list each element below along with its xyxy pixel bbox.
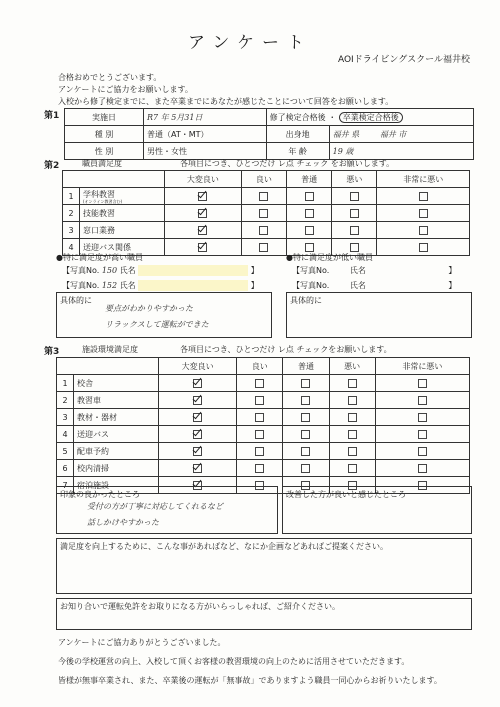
rating-checkbox[interactable] <box>418 447 427 456</box>
row-number: 4 <box>57 426 74 443</box>
low-staff-row <box>292 265 456 276</box>
rating-checkbox[interactable] <box>418 396 427 405</box>
improve-points-box[interactable] <box>282 486 472 534</box>
low-staff-title: ●特に満足度が低い職員 <box>286 253 373 262</box>
rating-checkbox[interactable] <box>255 430 264 439</box>
school-name: AOIドライビングスクール福井校 <box>337 55 470 65</box>
rating-column-header: 良い <box>237 358 283 375</box>
row-number: 6 <box>57 460 74 477</box>
table-row <box>57 426 470 443</box>
rating-column-header: 大変良い <box>159 358 237 375</box>
rating-checkbox[interactable] <box>259 243 268 252</box>
rating-checkbox[interactable] <box>198 243 207 252</box>
facility-heading: 施設環境満足度 <box>82 345 138 354</box>
origin-label: 出身地 <box>266 126 329 143</box>
sex-value[interactable]: 男性・女性 <box>144 143 267 160</box>
row-number: 7 <box>57 477 74 494</box>
suggestion-box[interactable] <box>56 538 472 594</box>
rating-checkbox[interactable] <box>301 430 310 439</box>
name-label: 氏名 <box>119 281 136 290</box>
reason-text: リラックスして運転ができた <box>105 320 209 329</box>
rating-checkbox[interactable] <box>198 209 207 218</box>
row-label: 配車予約 <box>77 446 109 456</box>
rating-checkbox[interactable] <box>348 464 357 473</box>
footer-wish: 皆様が無事卒業され、また、卒業後の運転が「無事故」でありますよう職員一同心からお祈りいたします。 <box>58 676 442 685</box>
age-label: 年 齢 <box>266 143 329 160</box>
rating-checkbox[interactable] <box>301 447 310 456</box>
row-label: 校舎 <box>77 378 93 388</box>
name-label: 氏名 <box>349 266 366 275</box>
rating-checkbox[interactable] <box>193 447 202 456</box>
rating-checkbox[interactable] <box>350 192 359 201</box>
bracket-close: 】 <box>448 266 457 275</box>
pref-value[interactable]: 福井 県 <box>332 129 360 139</box>
rating-checkbox[interactable] <box>419 209 428 218</box>
type-label: 種 別 <box>65 126 144 143</box>
table-row <box>57 375 470 392</box>
rating-checkbox[interactable] <box>305 192 314 201</box>
photo-label: 【写真No. <box>62 281 100 290</box>
row-label: 送迎バス <box>77 429 109 439</box>
row-number: 2 <box>57 392 74 409</box>
bracket-close: 】 <box>448 281 457 290</box>
high-staff-row <box>62 280 259 291</box>
rating-checkbox[interactable] <box>348 379 357 388</box>
basic-info-table <box>64 108 474 160</box>
section-1-number: 第1 <box>44 111 60 121</box>
intro-line: 合格おめでとうございます。 <box>58 73 162 82</box>
rating-checkbox[interactable] <box>255 413 264 422</box>
page-title: アンケート <box>188 33 312 53</box>
rating-checkbox[interactable] <box>350 209 359 218</box>
rating-checkbox[interactable] <box>348 413 357 422</box>
table-row <box>57 460 470 477</box>
rating-checkbox[interactable] <box>301 464 310 473</box>
rating-checkbox[interactable] <box>419 192 428 201</box>
photo-label: 【写真No. <box>292 281 330 290</box>
rating-checkbox[interactable] <box>418 464 427 473</box>
rating-checkbox[interactable] <box>350 226 359 235</box>
rating-checkbox[interactable] <box>301 396 310 405</box>
photo-label: 【写真No. <box>292 266 330 275</box>
row-number: 5 <box>57 443 74 460</box>
row-number: 1 <box>63 188 80 205</box>
rating-column-header: 非常に悪い <box>375 358 469 375</box>
age-value[interactable]: 19 歳 <box>329 143 473 160</box>
row-number: 3 <box>57 409 74 426</box>
row-number: 4 <box>63 239 80 256</box>
row-label: 送迎バス関係 <box>83 242 131 252</box>
rating-checkbox[interactable] <box>419 243 428 252</box>
table-corner <box>57 358 159 375</box>
reason-label: 具体的に <box>290 296 322 305</box>
rating-checkbox[interactable] <box>193 379 202 388</box>
date-label: 実施日 <box>65 109 144 126</box>
bracket-close: 】 <box>250 281 259 290</box>
referral-label: お知り合いで運転免許をお取りになる方がいらっしゃれば、ご紹介ください。 <box>60 602 340 611</box>
rating-checkbox[interactable] <box>259 192 268 201</box>
rating-checkbox[interactable] <box>259 226 268 235</box>
table-row <box>57 409 470 426</box>
rating-checkbox[interactable] <box>193 464 202 473</box>
good-points-text: 話しかけやすかった <box>87 518 159 527</box>
rating-checkbox[interactable] <box>305 226 314 235</box>
rating-checkbox[interactable] <box>305 243 314 252</box>
rating-column-header: 悪い <box>329 358 375 375</box>
row-label: 教材・器材 <box>77 412 117 422</box>
rating-checkbox[interactable] <box>193 396 202 405</box>
table-row <box>63 222 470 239</box>
table-corner <box>63 171 165 188</box>
rating-column-header: 普通 <box>286 171 331 188</box>
rating-checkbox[interactable] <box>301 413 310 422</box>
row-label: 窓口業務 <box>83 225 115 235</box>
photo-number[interactable]: 152 <box>101 281 118 290</box>
bracket-close: 】 <box>250 266 259 275</box>
row-label: 宿泊施設 <box>77 480 109 490</box>
footer-thanks: アンケートにご協力ありがとうございました。 <box>58 638 226 647</box>
low-reason-box[interactable] <box>286 292 472 338</box>
rating-checkbox[interactable] <box>255 464 264 473</box>
rating-checkbox[interactable] <box>259 209 268 218</box>
rating-checkbox[interactable] <box>348 430 357 439</box>
rating-checkbox[interactable] <box>305 209 314 218</box>
rating-checkbox[interactable] <box>350 243 359 252</box>
rating-checkbox[interactable] <box>193 413 202 422</box>
rating-column-header: 普通 <box>283 358 329 375</box>
staff-satisfaction-table <box>62 170 470 256</box>
table-row <box>57 443 470 460</box>
good-points-box[interactable] <box>56 486 278 534</box>
rating-checkbox[interactable] <box>419 226 428 235</box>
facility-instruction: 各項目につき、ひとつだけ レ点 チェックをお願いします。 <box>180 345 392 354</box>
rating-checkbox[interactable] <box>418 413 427 422</box>
rating-checkbox[interactable] <box>301 379 310 388</box>
rating-checkbox[interactable] <box>255 379 264 388</box>
rating-checkbox[interactable] <box>255 396 264 405</box>
low-staff-row <box>292 280 456 291</box>
dot-separator: ・ <box>328 112 337 122</box>
rating-checkbox[interactable] <box>193 430 202 439</box>
high-reason-box[interactable] <box>56 292 272 338</box>
rating-checkbox[interactable] <box>348 447 357 456</box>
sex-label: 性 別 <box>65 143 144 160</box>
rating-checkbox[interactable] <box>418 379 427 388</box>
footer-usage: 今後の学校運営の向上、入校して頂くお客様の教習環境の向上のために活用させていただきます。 <box>58 657 410 666</box>
reason-text: 要点がわかりやすかった <box>105 304 193 313</box>
staff-heading: 職員満足度 <box>82 159 122 168</box>
rating-column-header: 悪い <box>332 171 377 188</box>
name-label: 氏名 <box>349 281 366 290</box>
rating-checkbox[interactable] <box>255 447 264 456</box>
high-staff-title: ●特に満足度が高い職員 <box>56 253 143 262</box>
type-value[interactable]: 普通（AT・MT） <box>144 126 267 143</box>
name-label: 氏名 <box>119 266 136 275</box>
rating-checkbox[interactable] <box>418 430 427 439</box>
after-test-label[interactable]: 修了検定合格後 <box>269 112 326 122</box>
suggestion-label: 満足度を向上するために、こんな事があればなど、なにか企画などあればご提案ください。 <box>60 542 388 551</box>
rating-column-header: 非常に悪い <box>377 171 470 188</box>
row-label: 技能教習 <box>83 208 115 218</box>
section-2-number: 第2 <box>44 161 60 171</box>
table-row <box>63 205 470 222</box>
good-points-label: 印象の良かったところ <box>60 490 140 499</box>
table-row <box>57 392 470 409</box>
high-staff-row <box>62 265 259 276</box>
row-label: 学科教習 <box>83 189 115 199</box>
facility-satisfaction-table <box>56 357 470 494</box>
rating-checkbox[interactable] <box>198 192 207 201</box>
row-label: 教習車 <box>77 395 101 405</box>
staff-instruction: 各項目につき、ひとつだけ レ点 チェック をお願いします。 <box>180 159 395 168</box>
improve-points-label: 改善した方が良いと感じたところ <box>286 490 406 499</box>
name-redacted <box>138 280 248 291</box>
good-points-text: 受付の方が丁寧に対応してくれるなど <box>87 502 223 511</box>
row-number: 2 <box>63 205 80 222</box>
date-value[interactable]: R7 年 5月31日 <box>144 109 267 126</box>
rating-column-header: 大変良い <box>165 171 242 188</box>
rating-checkbox[interactable] <box>198 226 207 235</box>
grad-test-label[interactable]: 卒業検定合格後 <box>339 112 403 123</box>
name-redacted <box>138 265 248 276</box>
intro-line: アンケートにご協力をお願いします。 <box>58 85 193 94</box>
rating-column-header: 良い <box>241 171 286 188</box>
table-row <box>63 188 470 205</box>
row-number: 1 <box>57 375 74 392</box>
city-value[interactable]: 福井 市 <box>379 129 407 139</box>
reason-label: 具体的に <box>60 296 92 305</box>
photo-label: 【写真No. <box>62 266 100 275</box>
row-label: 校内清掃 <box>77 463 109 473</box>
referral-box[interactable] <box>56 598 472 630</box>
intro-line: 入校から修了検定までに、また卒業までにあなたが感じたことについて回答をお願いします。 <box>58 97 394 106</box>
row-number: 3 <box>63 222 80 239</box>
row-sublabel: (オンライン教習含む) <box>83 198 123 204</box>
photo-number[interactable]: 150 <box>101 266 118 275</box>
rating-checkbox[interactable] <box>348 396 357 405</box>
section-3-number: 第3 <box>44 347 60 357</box>
